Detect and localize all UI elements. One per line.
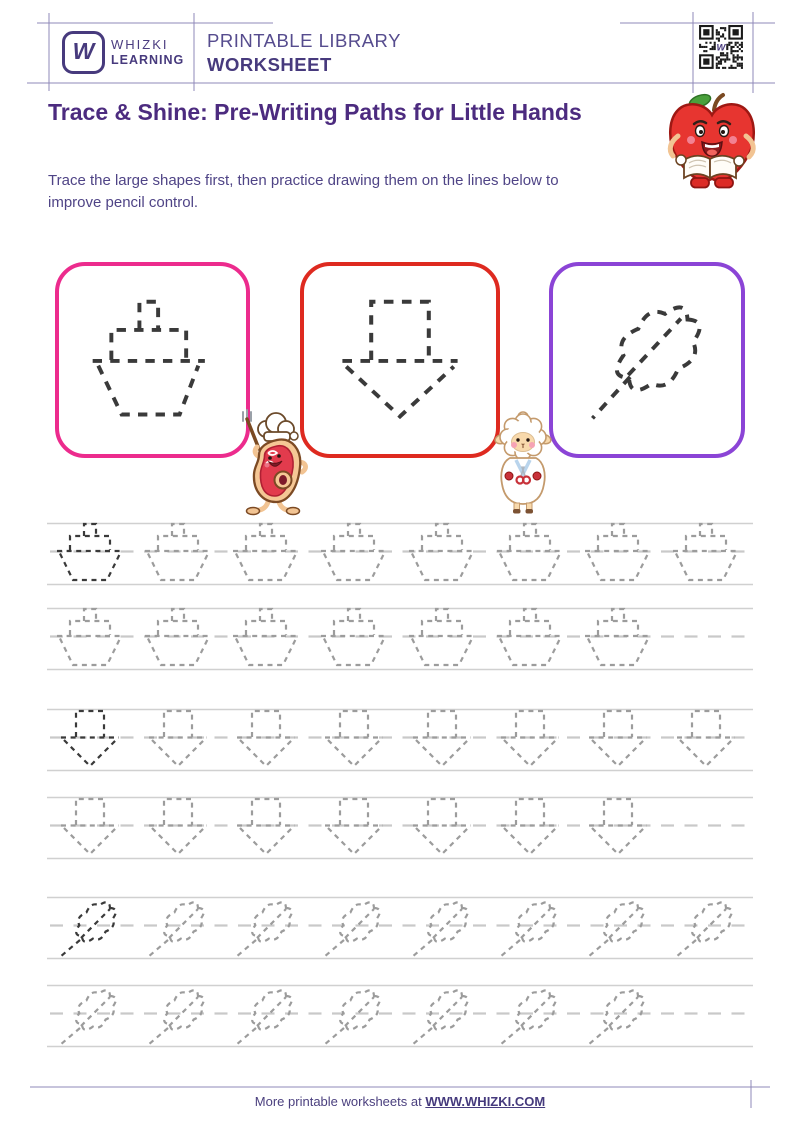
shape-box-boat bbox=[55, 262, 250, 458]
steak-chef-illustration bbox=[232, 404, 314, 521]
shape-box-leaf bbox=[549, 262, 745, 458]
page-title: Trace & Shine: Pre-Writing Paths for Little Hands bbox=[48, 99, 582, 125]
trace-shape-boat bbox=[59, 266, 246, 454]
apple-mascot-illustration bbox=[664, 90, 760, 197]
practice-row-leaf bbox=[47, 984, 753, 1050]
brand-subtitle: LEARNING bbox=[111, 53, 185, 67]
open-book bbox=[684, 156, 710, 178]
practice-row-boat bbox=[47, 522, 753, 588]
sheep-illustration bbox=[490, 410, 556, 519]
apple-shoe bbox=[715, 178, 733, 188]
whizki-logo bbox=[62, 31, 105, 74]
footer bbox=[0, 1094, 800, 1109]
header-printable-library: PRINTABLE LIBRARY bbox=[207, 30, 401, 51]
trace-shape-leaf bbox=[553, 266, 741, 454]
qr-code bbox=[699, 25, 743, 71]
brand-name: WHIZKI bbox=[111, 37, 169, 52]
apple-shoe bbox=[691, 178, 709, 188]
trace-shape-arrow-down bbox=[304, 266, 496, 454]
header-worksheet: WORKSHEET bbox=[207, 54, 332, 75]
footer-text: More printable worksheets at bbox=[254, 1094, 426, 1109]
practice-row-arrow-down bbox=[47, 708, 753, 774]
instructions-text: Trace the large shapes first, then practice drawing them on the lines below to improve pencil control. bbox=[48, 172, 559, 211]
logo-w-letter: W bbox=[72, 38, 95, 64]
footer-link[interactable]: WWW.WHIZKI.COM bbox=[425, 1094, 546, 1109]
shape-box-arrow-down bbox=[300, 262, 500, 458]
practice-row-leaf bbox=[47, 896, 753, 962]
practice-row-arrow-down bbox=[47, 796, 753, 862]
svg-text:W: W bbox=[716, 41, 726, 53]
practice-row-boat bbox=[47, 607, 753, 673]
